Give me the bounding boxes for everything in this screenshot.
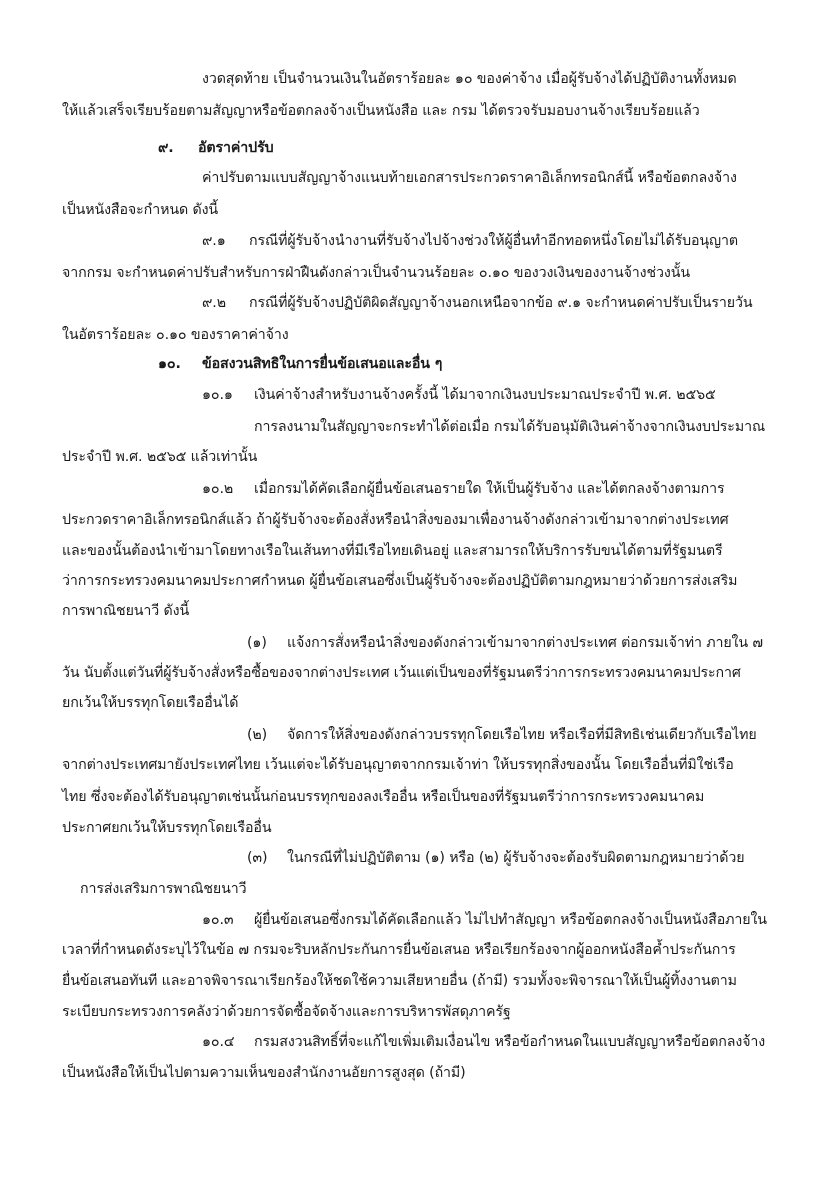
paragraph-line: ว่าการกระทรวงคมนาคมประกาศกำหนด ผู้ยื่นข้อเสนอซึ่งเป็นผู้รับจ้างจะต้องปฏิบัติตามกฎหมายว่าด้วยการส่งเสริม <box>62 573 738 589</box>
item-text: จัดการให้สิ่งของดังกล่าวบรรทุกโดยเรือไทย หรือเรือที่มีสิทธิเช่นเดียวกับเรือไทย <box>287 727 757 743</box>
paragraph-line: จากต่างประเทศมายังประเทศไทย เว้นแต่จะได้รับอนุญาตจากกรมเจ้าท่า ให้บรรทุกสิ่งของนั้น โดยเรืออื่นที่มิใช่เรือ <box>62 757 734 773</box>
paragraph-line: ประกวดราคาอิเล็กทรอนิกส์แล้ว ถ้าผู้รับจ้างจะต้องสั่งหรือนำสิ่งของมาเพื่องานจ้างดังกล่าวเข้ามาจากต่างประเทศ <box>62 512 729 528</box>
clause-9-1 <box>202 231 738 251</box>
clause-text: กรณีที่ผู้รับจ้างนำงานที่รับจ้างไปจ้างช่วงให้ผู้อื่นทำอีกทอดหนึ่งโดยไม่ได้รับอนุญาต <box>249 233 738 249</box>
item-number: (๓) <box>247 850 268 866</box>
item-text: ในกรณีที่ไม่ปฏิบัติตาม (๑) หรือ (๒) ผู้รับจ้างจะต้องรับผิดตามกฎหมายว่าด้วย <box>287 850 745 866</box>
paragraph-line: ในอัตราร้อยละ ๐.๑๐ ของราคาค่าจ้าง <box>62 327 289 343</box>
item-text: แจ้งการสั่งหรือนำสิ่งของดังกล่าวเข้ามาจากต่างประเทศ ต่อกรมเจ้าท่า ภายใน ๗ <box>287 635 763 651</box>
paragraph-line: ประจำปี พ.ศ. ๒๕๖๕ แล้วเท่านั้น <box>62 449 258 465</box>
clause-text: กรมสงวนสิทธิ์ที่จะแก้ไขเพิ่มเติมเงื่อนไข หรือข้อกำหนดในแบบสัญญาหรือข้อตกลงจ้าง <box>254 1034 766 1050</box>
clause-text: เงินค่าจ้างสำหรับงานจ้างครั้งนี้ ได้มาจากเงินงบประมาณประจำปี พ.ศ. ๒๕๖๕ <box>254 387 716 403</box>
section-title: อัตราค่าปรับ <box>198 140 274 156</box>
section-title: ข้อสงวนสิทธิในการยื่นข้อเสนอและอื่น ๆ <box>202 356 443 372</box>
paragraph-line: เวลาที่กำหนดดังระบุไว้ในข้อ ๗ กรมจะริบหลักประกันการยื่นข้อเสนอ หรือเรียกร้องจากผู้ออกหนังสือค้ำประกันการ <box>62 942 736 958</box>
paragraph-line: ประกาศยกเว้นให้บรรทุกโดยเรืออื่น <box>62 820 272 836</box>
paragraph-line: เป็นหนังสือจะกำหนด ดังนี้ <box>62 202 219 218</box>
item-3 <box>247 848 744 868</box>
clause-number: ๙.๑ <box>202 233 226 249</box>
paragraph-line: ยื่นข้อเสนอทันที และอาจพิจารณาเรียกร้องให้ชดใช้ความเสียหายอื่น (ถ้ามี) รวมทั้งจะพิจารณาให้เป็นผู้ทิ้งงานตาม <box>62 973 737 989</box>
paragraph-line: ไทย ซึ่งจะต้องได้รับอนุญาตเช่นนั้นก่อนบรรทุกของลงเรืออื่น หรือเป็นของที่รัฐมนตรีว่าการกระทรวงคมนาคม <box>62 789 705 805</box>
clause-10-1 <box>202 385 716 405</box>
clause-text: เมื่อกรมได้คัดเลือกผู้ยื่นข้อเสนอรายใด ให้เป็นผู้รับจ้าง และได้ตกลงจ้างตามการ <box>254 481 725 497</box>
clause-number: ๑๐.๑ <box>202 387 233 403</box>
item-number: (๒) <box>247 727 268 743</box>
clause-9-2 <box>202 293 752 313</box>
clause-number: ๑๐.๒ <box>202 481 234 497</box>
item-number: (๑) <box>247 635 267 651</box>
section-9-heading <box>158 138 274 158</box>
paragraph-line: การลงนามในสัญญาจะกระทำได้ต่อเมื่อ กรมได้รับอนุมัติเงินค่าจ้างจากเงินงบประมาณ <box>254 419 766 435</box>
paragraph-line: ระเบียบกระทรวงการคลังว่าด้วยการจัดซื้อจัดจ้างและการบริหารพัสดุภาครัฐ <box>62 1004 511 1020</box>
paragraph-line: และของนั้นต้องนำเข้ามาโดยทางเรือในเส้นทางที่มีเรือไทยเดินอยู่ และสามารถให้บริการรับขนได้ตามที่รัฐมนตรี <box>62 543 723 559</box>
item-2 <box>247 725 757 745</box>
clause-10-3 <box>202 910 767 930</box>
clause-number: ๑๐.๓ <box>202 912 234 928</box>
paragraph-line: ค่าปรับตามแบบสัญญาจ้างแนบท้ายเอกสารประกวดราคาอิเล็กทรอนิกส์นี้ หรือข้อตกลงจ้าง <box>202 170 737 186</box>
paragraph-line: เป็นหนังสือให้เป็นไปตามความเห็นของสำนักงานอัยการสูงสุด (ถ้ามี) <box>62 1065 466 1081</box>
paragraph-line: การส่งเสริมการพาณิชยนาวี <box>80 881 247 897</box>
clause-text: ผู้ยื่นข้อเสนอซึ่งกรมได้คัดเลือกแล้ว ไม่ไปทำสัญญา หรือข้อตกลงจ้างเป็นหนังสือภายใน <box>254 912 767 928</box>
paragraph-line: งวดสุดท้าย เป็นจำนวนเงินในอัตราร้อยละ ๑๐ ของค่าจ้าง เมื่อผู้รับจ้างได้ปฏิบัติงานทั้งหมด <box>202 71 737 87</box>
item-1 <box>247 633 763 653</box>
section-number: ๙. <box>158 140 174 156</box>
clause-text: กรณีที่ผู้รับจ้างปฏิบัติผิดสัญญาจ้างนอกเหนือจากข้อ ๙.๑ จะกำหนดค่าปรับเป็นรายวัน <box>249 295 753 311</box>
section-10-heading <box>158 354 442 374</box>
clause-10-2 <box>202 479 725 499</box>
clause-10-4 <box>202 1032 765 1052</box>
section-number: ๑๐. <box>158 356 181 372</box>
paragraph-line: การพาณิชยนาวี ดังนี้ <box>62 603 190 619</box>
clause-number: ๑๐.๔ <box>202 1034 235 1050</box>
paragraph-line: ให้แล้วเสร็จเรียบร้อยตามสัญญาหรือข้อตกลงจ้างเป็นหนังสือ และ กรม ได้ตรวจรับมอบงานจ้างเรียบร้อยแล้ว <box>62 103 700 119</box>
paragraph-line: ยกเว้นให้บรรทุกโดยเรืออื่นได้ <box>62 695 239 711</box>
paragraph-line: วัน นับตั้งแต่วันที่ผู้รับจ้างสั่งหรือซื้อของจากต่างประเทศ เว้นแต่เป็นของที่รัฐมนตรีว่าการกระทรวงคมนาคมประกาศ <box>62 665 741 681</box>
clause-number: ๙.๒ <box>202 295 226 311</box>
paragraph-line: จากกรม จะกำหนดค่าปรับสำหรับการฝ่าฝืนดังกล่าวเป็นจำนวนร้อยละ ๐.๑๐ ของวงเงินของงานจ้างช่วงนั้น <box>62 265 690 281</box>
